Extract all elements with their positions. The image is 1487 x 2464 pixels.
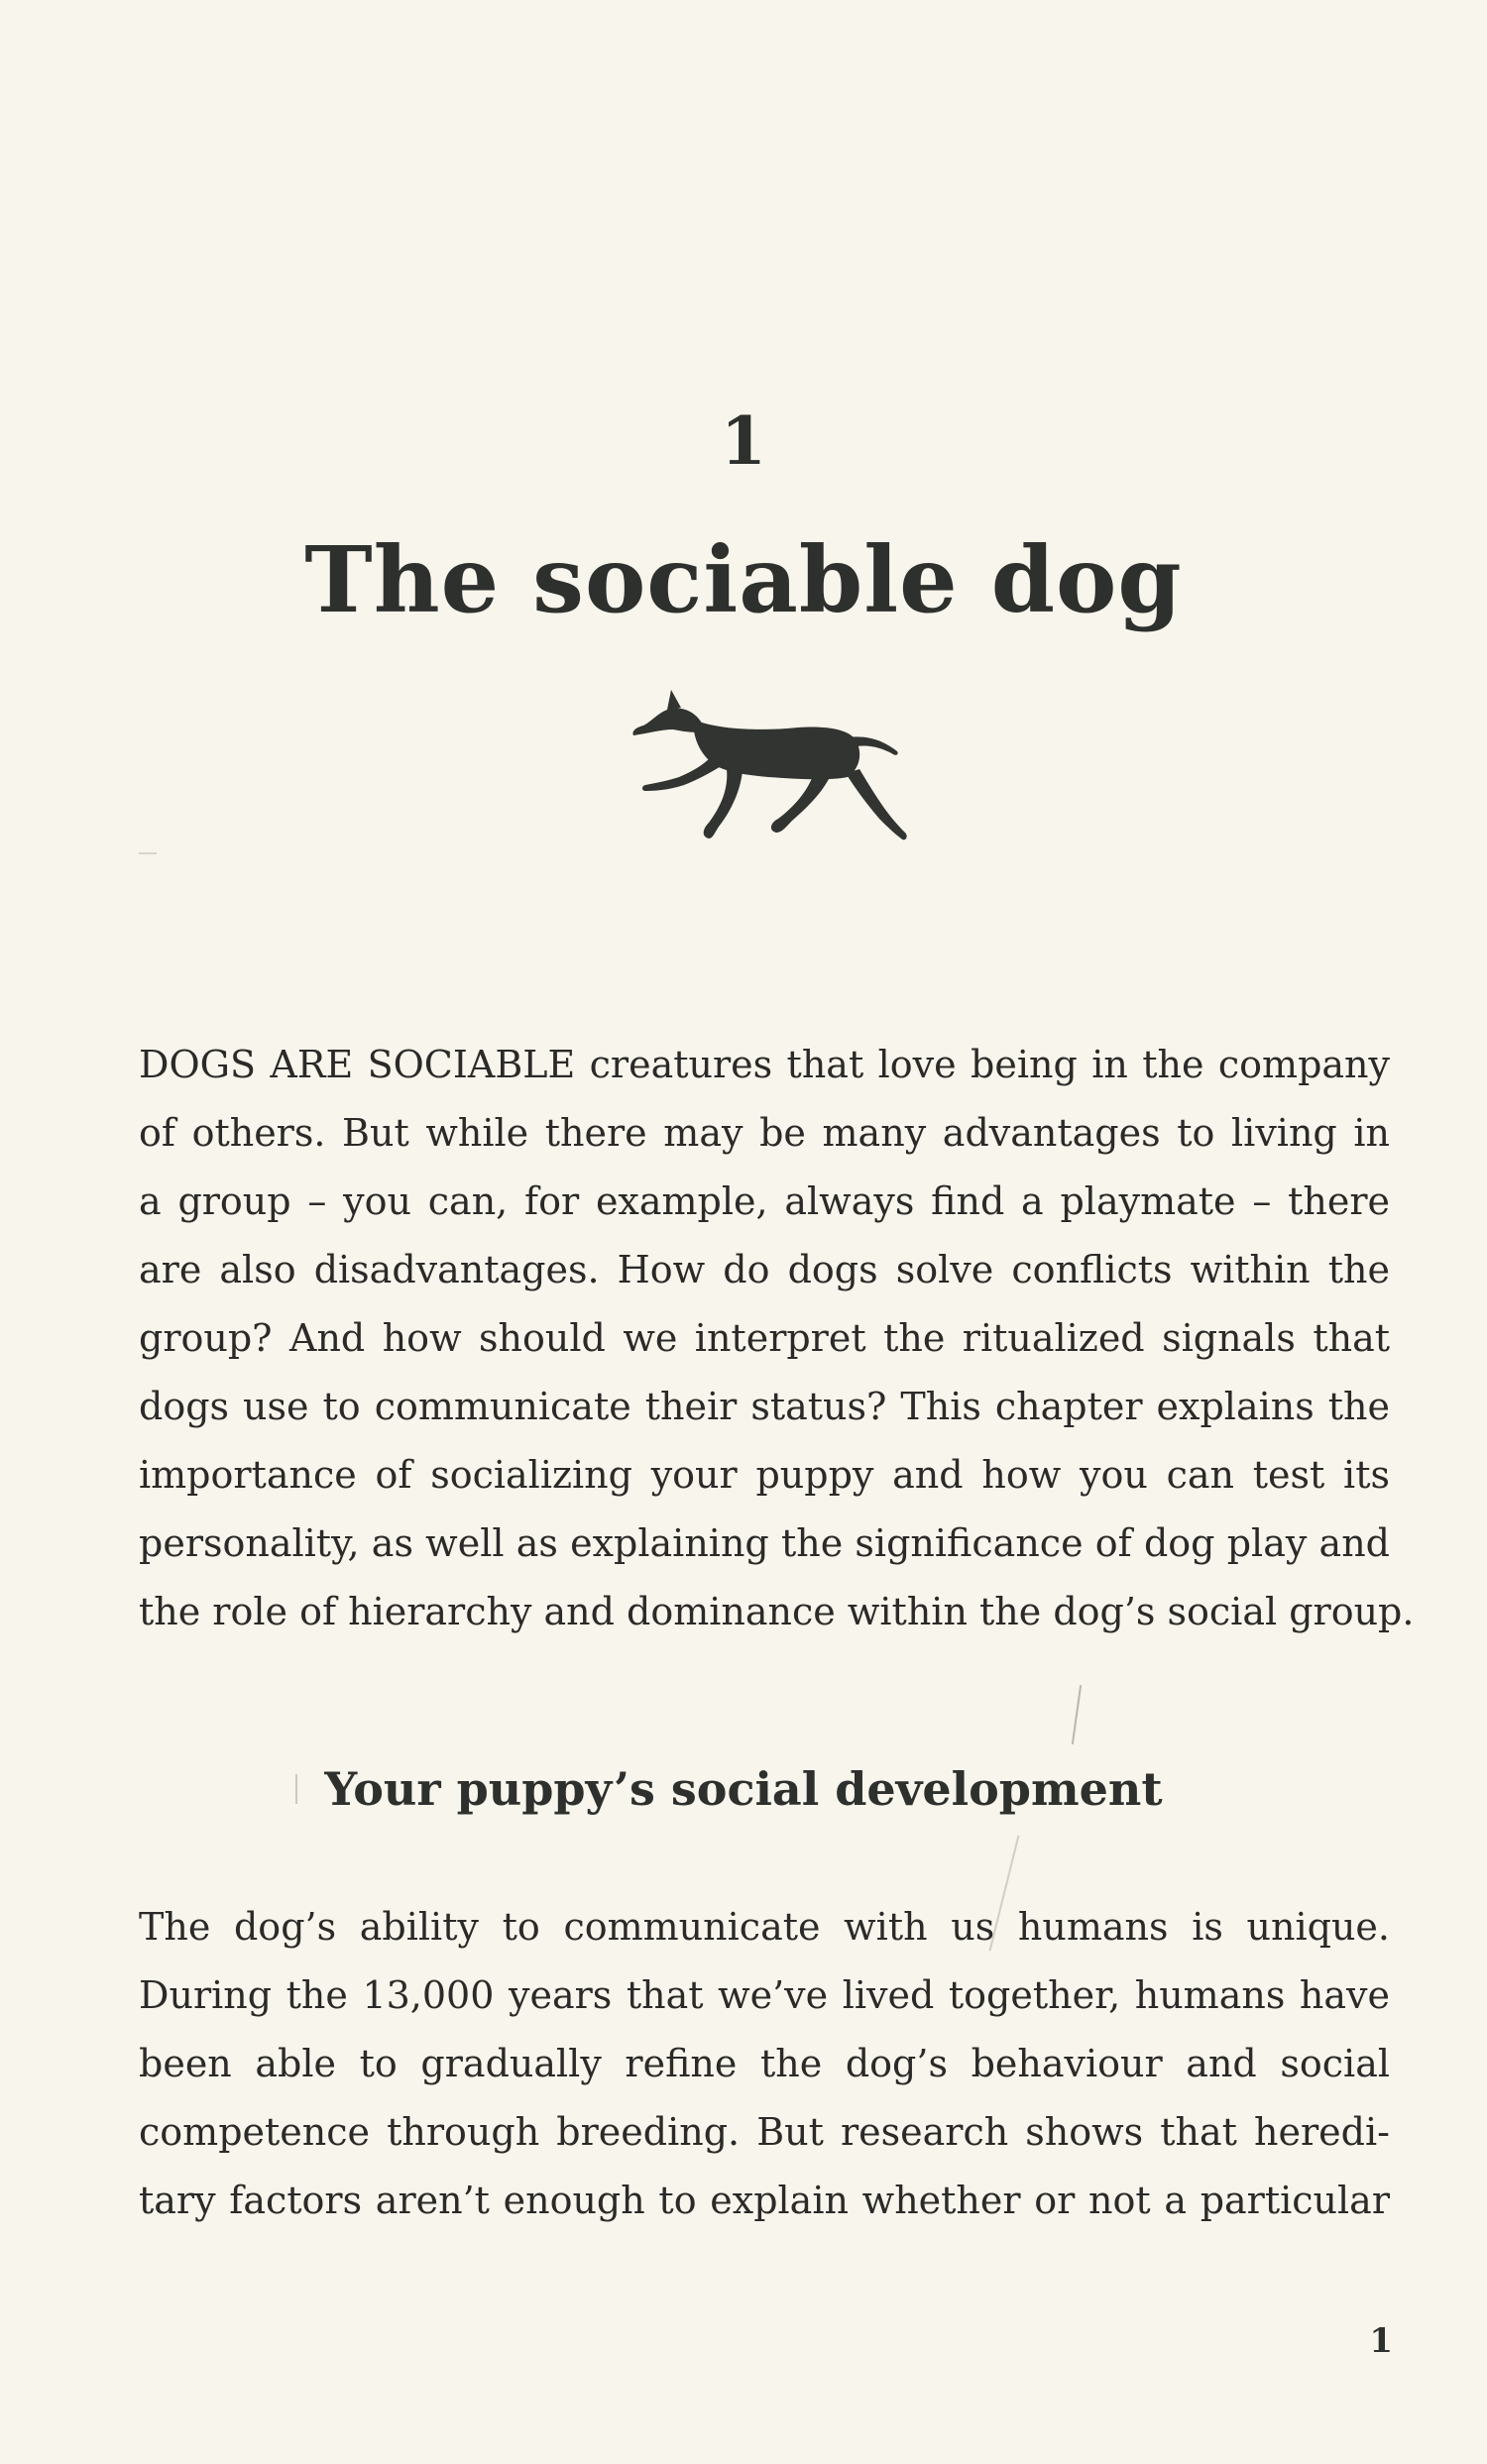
section-line: been able to gradually refine the dog’s behaviour and social [139, 2042, 1390, 2085]
intro-line: DOGS ARE SOCIABLE creatures that love being in the company [139, 1043, 1390, 1086]
intro-line: importance of socializing your puppy and how you can test its [139, 1453, 1390, 1497]
intro-line: dogs use to communicate their status? This chapter explains the [139, 1385, 1390, 1428]
intro-line: a group – you can, for example, always find a playmate – there [139, 1179, 1390, 1223]
section-line: competence through breeding. But research shows that heredi- [139, 2110, 1390, 2154]
section-heading: Your puppy’s social development [324, 1762, 1163, 1816]
running-dog-illustration [610, 674, 927, 872]
intro-line: of others. But while there may be many advantages to living in [139, 1111, 1390, 1155]
intro-line: group? And how should we interpret the ritualized signals that [139, 1316, 1390, 1360]
scan-mark [1072, 1685, 1082, 1744]
scan-mark [295, 1774, 297, 1804]
section-line: tary factors aren’t enough to explain whether or not a particular [139, 2179, 1390, 2222]
intro-line: the role of hierarchy and dominance within the dog’s social group. [139, 1590, 1415, 1633]
page-number: 1 [1369, 2321, 1393, 2361]
section-paragraph [139, 1893, 1390, 2235]
section-line: The dog’s ability to communicate with us humans is unique. [139, 1905, 1390, 1949]
intro-paragraph [139, 1031, 1415, 1646]
chapter-number: 1 [721, 402, 766, 480]
section-line: During the 13,000 years that we’ve lived together, humans have [139, 1973, 1390, 2017]
chapter-title: The sociable dog [304, 526, 1183, 633]
scan-mark [139, 852, 157, 854]
intro-line: are also disadvantages. How do dogs solve conflicts within the [139, 1248, 1390, 1291]
intro-line: personality, as well as explaining the significance of dog play and [139, 1521, 1390, 1565]
